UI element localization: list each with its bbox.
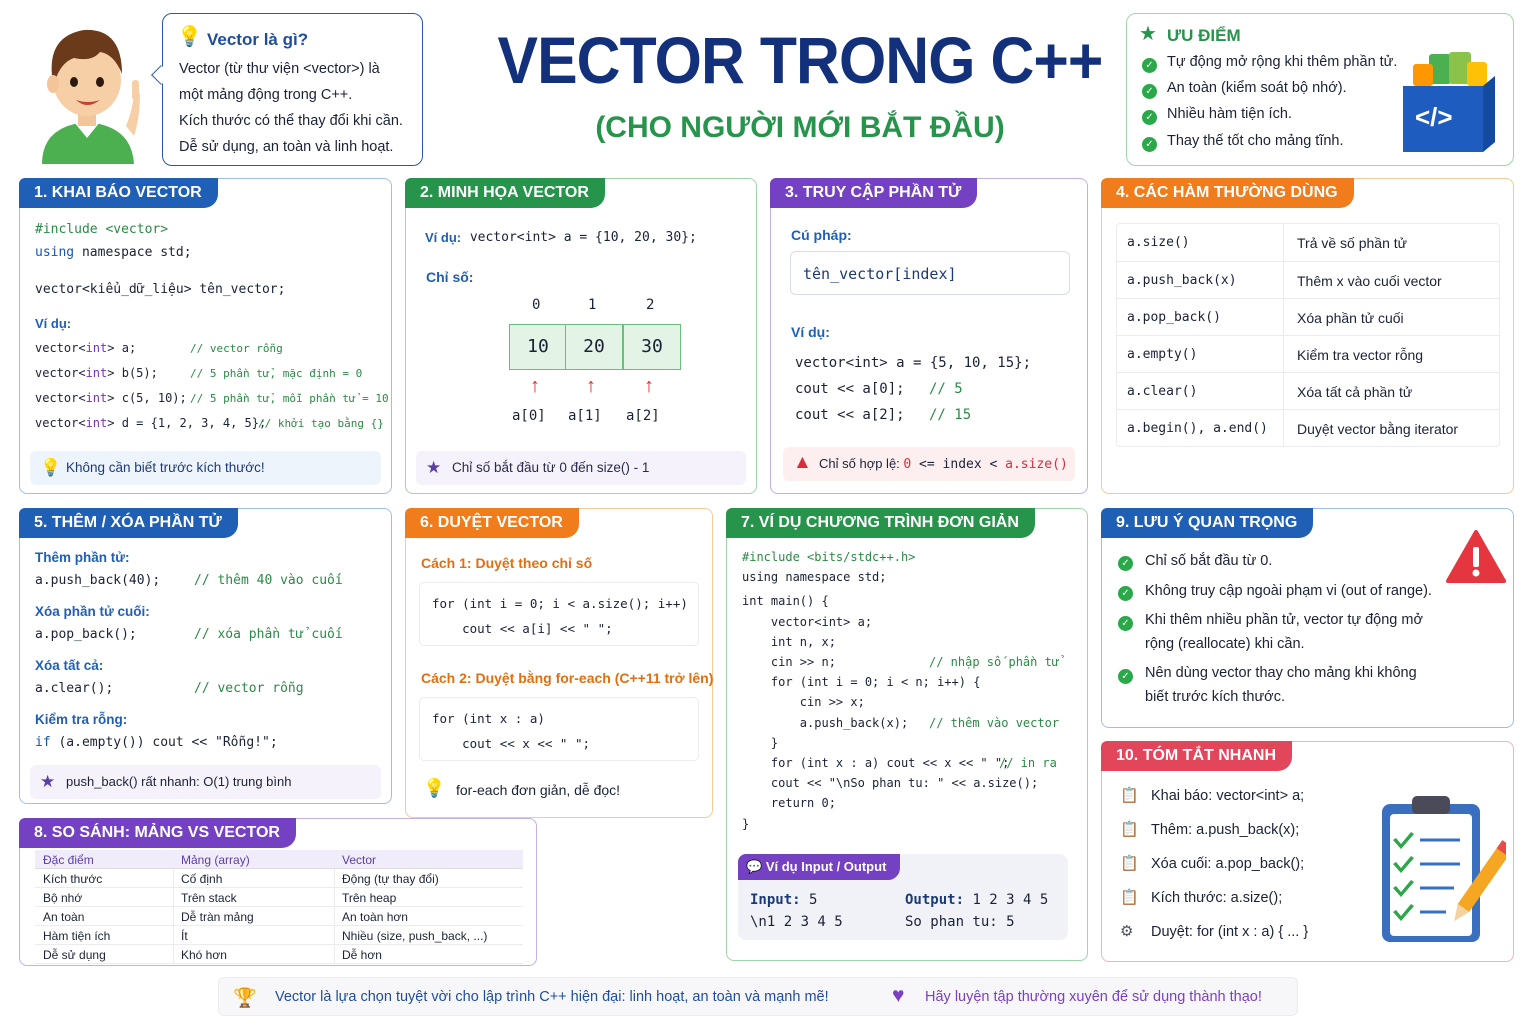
clipboard-icon: 📋 xyxy=(1120,821,1139,838)
code-line: a.push_back(x); xyxy=(742,715,909,730)
comparison-table xyxy=(35,850,523,964)
footer-left: Vector là lựa chọn tuyệt vời cho lập trình C++ hiện đại: linh hoạt, an toàn và mạnh mẽ! xyxy=(275,989,829,1005)
card-iterate-vector xyxy=(405,508,713,818)
function-name: a.size() xyxy=(1127,235,1190,250)
code-line: for (int x : a) cout << x << " "; xyxy=(742,756,1010,770)
code-line: a.pop_back(); xyxy=(35,627,137,642)
card-title: 10. TÓM TẮT NHANH xyxy=(1101,741,1292,771)
card-vector-illustration xyxy=(405,178,757,494)
table-cell: An toàn hơn xyxy=(342,910,408,924)
table-cell: Trên heap xyxy=(342,891,397,905)
card-array-vs-vector xyxy=(19,818,537,966)
code-line: a.push_back(40); xyxy=(35,573,161,588)
function-desc: Kiểm tra vector rỗng xyxy=(1297,347,1424,363)
table-row xyxy=(35,888,523,907)
code-line: #include <vector> xyxy=(35,222,169,237)
code-line: if (a.empty()) cout << "Rỗng!"; xyxy=(35,735,278,750)
card-title: 4. CÁC HÀM THƯỜNG DÙNG xyxy=(1101,178,1354,208)
intro-title: Vector là gì? xyxy=(207,30,309,49)
intro-bubble xyxy=(162,13,423,166)
column-divider xyxy=(334,888,335,907)
check-icon: ✓ xyxy=(1118,666,1133,684)
code-line: cout << a[2]; xyxy=(795,407,905,423)
summary-value: a.size(); xyxy=(1230,890,1283,906)
io-output: So phan tu: 5 xyxy=(905,914,1015,930)
heart-icon: ♥ xyxy=(892,984,905,1007)
code-comment: // 5 xyxy=(929,381,963,397)
card-title: 3. TRUY CẬP PHẦN TỬ xyxy=(770,178,977,208)
table-cell: Hàm tiện ích xyxy=(43,929,111,943)
card-title: 2. MINH HỌA VECTOR xyxy=(405,178,605,208)
table-row xyxy=(35,869,523,888)
function-name: a.empty() xyxy=(1127,347,1198,362)
table-row xyxy=(1117,224,1499,261)
way-label: Cách 2: Duyệt bằng for-each (C++11 trở lên) xyxy=(421,670,714,686)
function-desc: Xóa phần tử cuối xyxy=(1297,310,1404,326)
array-value: 10 xyxy=(527,336,549,357)
column-divider xyxy=(1283,262,1284,299)
arrow-up-icon: ↑ xyxy=(644,375,654,397)
column-divider xyxy=(1283,336,1284,373)
arrow-up-icon: ↑ xyxy=(530,375,540,397)
note-item: Khi thêm nhiều phần tử, vector tự động mở xyxy=(1145,612,1423,628)
array-value: 20 xyxy=(583,336,605,357)
tip-note: ★ Chỉ số bắt đầu từ 0 đến size() - 1 xyxy=(416,451,746,485)
table-row xyxy=(35,907,523,926)
summary-label: Thêm: xyxy=(1151,822,1193,838)
code-line: } xyxy=(742,735,779,750)
code-comment: // nhập số phần tử xyxy=(929,655,1060,669)
example-code: vector<int> a = {10, 20, 30}; xyxy=(462,230,697,245)
column-divider xyxy=(173,869,174,888)
section-label: Thêm phần tử: xyxy=(35,550,130,565)
table-row xyxy=(1117,261,1499,298)
table-cell: Động (tự thay đổi) xyxy=(342,872,439,886)
code-comment: // in ra xyxy=(999,756,1057,770)
lightbulb-icon: 💡 xyxy=(423,778,446,798)
example-label: Ví dụ: xyxy=(791,324,830,340)
table-cell: Kích thước xyxy=(43,872,103,886)
card-add-remove xyxy=(19,508,392,804)
code-comment: // 15 xyxy=(929,407,972,423)
code-comment: // thêm 40 vào cuối xyxy=(194,573,343,588)
summary-value: a.push_back(x); xyxy=(1196,822,1300,838)
array-cell xyxy=(623,324,681,370)
table-cell: Dễ tràn mảng xyxy=(181,910,254,924)
note-item: Không truy cập ngoài phạm vi (out of range). xyxy=(1145,583,1432,599)
code-comment: // 5 phần tử, mặc định = 0 xyxy=(190,367,363,380)
code-line: for (int x : a) xyxy=(432,711,545,726)
array-label: a[1] xyxy=(568,408,602,424)
code-comment: // thêm vào vector xyxy=(929,715,1060,730)
io-input: Input: 5 xyxy=(750,892,818,908)
code-line: cout << a[0]; xyxy=(795,381,905,397)
card-title: 7. VÍ DỤ CHƯƠNG TRÌNH ĐƠN GIẢN xyxy=(726,508,1035,538)
syntax-code: tên_vector[index] xyxy=(803,265,957,283)
lightbulb-icon: 💡 xyxy=(177,26,202,48)
advantage-item: Nhiều hàm tiện ích. xyxy=(1167,106,1292,122)
array-index: 2 xyxy=(646,297,655,313)
code-box xyxy=(419,582,699,646)
column-divider xyxy=(173,945,174,964)
code-box xyxy=(419,697,699,761)
code-line: vector<int> a; xyxy=(35,341,137,355)
clipboard-icon: 📋 xyxy=(1120,787,1139,804)
summary-item xyxy=(1151,856,1304,872)
example-label: Ví dụ: xyxy=(35,316,72,331)
syntax-label: Cú pháp: xyxy=(791,227,852,243)
advantage-item: Tự động mở rộng khi thêm phần tử. xyxy=(1167,54,1398,70)
column-divider xyxy=(173,888,174,907)
arrow-up-icon: ↑ xyxy=(586,375,596,397)
column-divider xyxy=(173,926,174,945)
check-icon: ✓ xyxy=(1118,583,1133,601)
intro-line: Kích thước có thể thay đổi khi cần. xyxy=(179,113,403,129)
table-header xyxy=(35,850,523,869)
note-item: rộng (reallocate) khi cần. xyxy=(1145,636,1305,652)
summary-label: Xóa cuối: xyxy=(1151,856,1212,872)
card-common-functions xyxy=(1101,178,1514,494)
code-line: cin >> n; xyxy=(742,655,836,669)
summary-item xyxy=(1151,822,1299,838)
boy-illustration xyxy=(22,14,152,164)
table-cell: Trên stack xyxy=(181,891,237,905)
column-divider xyxy=(334,945,335,964)
card-title: 9. LƯU Ý QUAN TRỌNG xyxy=(1101,508,1313,538)
card-important-notes xyxy=(1101,508,1514,728)
function-desc: Thêm x vào cuối vector xyxy=(1297,273,1442,289)
array-value: 30 xyxy=(641,336,663,357)
way-label: Cách 1: Duyệt theo chỉ số xyxy=(421,555,593,571)
code-line: vector<int> a; xyxy=(742,614,873,629)
intro-line: Vector (từ thư viện <vector>) là xyxy=(179,61,380,77)
code-box-icon xyxy=(1399,50,1499,154)
checklist-icon xyxy=(1376,790,1506,948)
function-name: a.pop_back() xyxy=(1127,310,1221,325)
footer-right: Hãy luyện tập thường xuyên để sử dụng thành thạo! xyxy=(925,989,1262,1005)
advantage-item: Thay thế tốt cho mảng tĩnh. xyxy=(1167,133,1344,149)
card-title: 6. DUYỆT VECTOR xyxy=(405,508,579,538)
table-cell: Dễ hơn xyxy=(342,948,382,962)
advantage-item: An toàn (kiểm soát bộ nhớ). xyxy=(1167,80,1347,96)
column-divider xyxy=(1283,410,1284,447)
table-cell: Ít xyxy=(181,929,188,943)
check-icon: ✓ xyxy=(1142,55,1157,73)
tip-note: 💡 Không cần biết trước kích thước! xyxy=(30,451,381,485)
array-index: 0 xyxy=(532,297,541,313)
function-name: a.clear() xyxy=(1127,384,1198,399)
summary-value: a.pop_back(); xyxy=(1215,856,1305,872)
code-line: using namespace std; xyxy=(742,570,887,585)
array-label: a[2] xyxy=(626,408,660,424)
advantages-title: ƯU ĐIỂM xyxy=(1167,26,1241,45)
check-icon: ✓ xyxy=(1118,553,1133,571)
array-label: a[0] xyxy=(512,408,546,424)
functions-table xyxy=(1116,223,1500,447)
star-icon: ★ xyxy=(1139,23,1157,45)
card-title: 8. SO SÁNH: MẢNG VS VECTOR xyxy=(19,818,296,848)
function-name: a.push_back(x) xyxy=(1127,273,1237,288)
section-label: Kiểm tra rỗng: xyxy=(35,712,128,727)
page-title: VECTOR TRONG C++ xyxy=(497,23,1103,97)
function-desc: Duyệt vector bằng iterator xyxy=(1297,421,1459,437)
code-comment: // vector rỗng xyxy=(194,681,304,696)
summary-item xyxy=(1151,788,1304,804)
clipboard-icon: 📋 xyxy=(1120,889,1139,906)
code-line: vector<int> c(5, 10); xyxy=(35,391,187,405)
warning-icon: ▲ xyxy=(793,452,812,473)
array-cell xyxy=(509,324,567,370)
intro-line: Dễ sử dụng, an toàn và linh hoạt. xyxy=(179,139,394,155)
code-line: #include <bits/stdc++.h> xyxy=(742,550,916,564)
check-icon: ✓ xyxy=(1118,613,1133,631)
column-divider xyxy=(334,869,335,888)
summary-item xyxy=(1151,890,1282,906)
card-title: 5. THÊM / XÓA PHẦN TỬ xyxy=(19,508,238,538)
code-line: for (int i = 0; i < n; i++) { xyxy=(742,675,981,690)
code-comment: // vector rỗng xyxy=(190,342,283,355)
clipboard-icon: 📋 xyxy=(1120,855,1139,872)
summary-label: Khai báo: xyxy=(1151,788,1213,804)
dialog-icon: 💬 xyxy=(746,859,763,874)
tip-note: for-each đơn giản, dễ đọc! xyxy=(456,782,621,798)
lightbulb-icon: 💡 xyxy=(40,458,62,477)
card-declare-vector xyxy=(19,178,392,494)
column-divider xyxy=(334,926,335,945)
star-icon: ★ xyxy=(40,772,56,791)
column-divider xyxy=(1283,373,1284,410)
io-output: Output: 1 2 3 4 5 xyxy=(905,892,1049,908)
table-row xyxy=(1117,298,1499,335)
code-line: cout << a[i] << " "; xyxy=(432,621,613,636)
index-label: Chỉ số: xyxy=(426,269,474,285)
code-line: cout << "\nSo phan tu: " << a.size(); xyxy=(742,776,1039,791)
column-header: Vector xyxy=(342,853,377,867)
column-header: Mảng (array) xyxy=(181,853,250,867)
array-cell xyxy=(565,324,623,370)
warning-note: ▲ Chỉ số hợp lệ: 0 <= index < a.size() xyxy=(783,447,1075,481)
table-cell: Khó hơn xyxy=(181,948,227,962)
table-cell: Cố định xyxy=(181,872,223,886)
trophy-icon: 🏆 xyxy=(233,988,257,1009)
io-title: 💬 Ví dụ Input / Output xyxy=(738,854,900,880)
code-line: for (int i = 0; i < a.size(); i++) xyxy=(432,596,688,611)
star-icon: ★ xyxy=(426,458,442,477)
summary-value: for (int x : a) { ... } xyxy=(1196,924,1309,940)
code-comment: // xóa phần tử cuối xyxy=(194,627,343,642)
code-line: int main() { xyxy=(742,594,829,609)
card-quick-summary xyxy=(1101,741,1514,962)
code-line: int n, x; xyxy=(742,634,836,649)
table-row xyxy=(1117,335,1499,372)
function-desc: Xóa tất cả phần tử xyxy=(1297,384,1413,400)
summary-item xyxy=(1151,924,1308,940)
code-line: } xyxy=(742,816,750,831)
code-line: vector<int> a = {5, 10, 15}; xyxy=(795,355,1032,371)
column-header: Đặc điểm xyxy=(43,853,94,867)
column-divider xyxy=(1283,299,1284,336)
function-name: a.begin(), a.end() xyxy=(1127,421,1268,436)
footer-banner xyxy=(218,977,1298,1016)
note-item: biết trước kích thước. xyxy=(1145,689,1285,705)
code-comment: // khởi tạo bằng {} xyxy=(258,417,384,430)
summary-label: Kích thước: xyxy=(1151,890,1227,906)
page-subtitle: (CHO NGƯỜI MỚI BẮT ĐẦU) xyxy=(595,111,1005,144)
table-row xyxy=(1117,409,1499,446)
check-icon: ✓ xyxy=(1142,107,1157,125)
code-line: using namespace std; xyxy=(35,245,192,260)
table-cell: Dễ sử dụng xyxy=(43,948,106,962)
code-line: a.clear(); xyxy=(35,681,114,696)
example-label: Ví dụ: xyxy=(425,230,462,245)
column-divider xyxy=(334,907,335,926)
intro-line: một mảng động trong C++. xyxy=(179,87,353,103)
code-line: cin >> x; xyxy=(742,695,865,710)
array-index: 1 xyxy=(588,297,597,313)
table-cell: Nhiều (size, push_back, ...) xyxy=(342,929,488,943)
code-comment: // 5 phần tử, mỗi phần tử = 10 xyxy=(190,392,389,405)
advantages-box xyxy=(1126,13,1514,166)
code-line: cout << x << " "; xyxy=(432,736,591,751)
table-row xyxy=(35,926,523,945)
section-label: Xóa phần tử cuối: xyxy=(35,604,150,619)
code-line: vector<int> d = {1, 2, 3, 4, 5}; xyxy=(35,416,267,430)
section-label: Xóa tất cả: xyxy=(35,658,104,673)
table-cell: An toàn xyxy=(43,910,85,924)
code-box-icon-text: </> xyxy=(1415,102,1453,132)
code-line: vector<int> b(5); xyxy=(35,366,158,380)
table-row xyxy=(35,945,523,964)
code-line: vector<kiểu_dữ_liệu> tên_vector; xyxy=(35,282,286,297)
io-input: \n1 2 3 4 5 xyxy=(750,914,843,930)
table-cell: Bộ nhớ xyxy=(43,891,83,905)
tip-note: ★ push_back() rất nhanh: O(1) trung bình xyxy=(30,765,381,799)
syntax-box xyxy=(790,251,1070,295)
io-box xyxy=(738,854,1068,940)
code-line: return 0; xyxy=(742,796,836,811)
card-title: 1. KHAI BÁO VECTOR xyxy=(19,178,218,208)
card-sample-program xyxy=(726,508,1088,961)
check-icon: ✓ xyxy=(1142,134,1157,152)
clipboard-icon: ⚙ xyxy=(1120,923,1134,940)
summary-value: vector<int> a; xyxy=(1216,788,1305,804)
summary-label: Duyệt: xyxy=(1151,924,1193,940)
column-divider xyxy=(1283,224,1284,261)
note-item: Chỉ số bắt đầu từ 0. xyxy=(1145,553,1273,569)
function-desc: Trả về số phần tử xyxy=(1297,235,1408,251)
warning-icon xyxy=(1446,529,1506,585)
card-access-element xyxy=(770,178,1088,494)
check-icon: ✓ xyxy=(1142,81,1157,99)
note-item: Nên dùng vector thay cho mảng khi không xyxy=(1145,665,1417,681)
column-divider xyxy=(173,907,174,926)
table-row xyxy=(1117,372,1499,409)
